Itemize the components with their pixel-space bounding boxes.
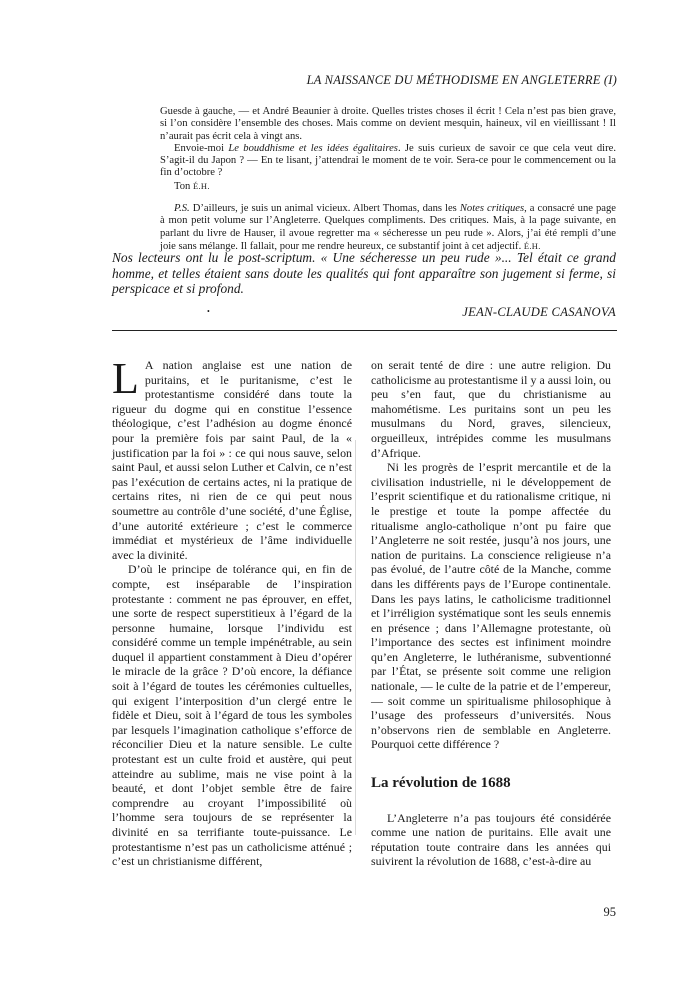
running-head: LA NAISSANCE DU MÉTHODISME EN ANGLETERRE (I) xyxy=(306,73,617,87)
section-rule xyxy=(112,330,617,331)
bullet-mark: • xyxy=(207,307,210,316)
article-text: A nation anglaise est une nation de puritains, et le puritanisme, c’est le protestantisme considéré dans toute la rigueur du dogme qui en constitue l’essence théologique, c’est l’adhésion au dogme énoncé pour la première fois par saint Paul, de la « justification par la foi » : ce qui nous sauve, selon saint Paul, et aussi selon Luther et Calvin, ce n’est pas l’exécution de certains actes, ni la pratique de certains rites, ni rien de ce qui peut nous soumettre au contrôle d’une société, d’une Église, d’une autorité extérieure ; c’est le commerce immédiat et mystérieux de l’âme individuelle avec la divinité. xyxy=(112,358,352,562)
postscript-text: D’ailleurs, je suis un animal vicieux. Albert Thomas, dans les xyxy=(189,203,460,215)
signoff-text: Ton xyxy=(174,180,191,192)
article-paragraph xyxy=(112,354,352,562)
letter-text: Envoie-moi xyxy=(174,142,229,154)
postscript-initials: É.H. xyxy=(523,240,541,251)
article-paragraph: L’Angleterre n’a pas toujours été considérée comme une nation de puritains. Elle avait une réputation toute contraire dans les années qui suivirent la révolution de 1688, c’est-à-dire au xyxy=(371,810,611,869)
letter-paragraph: Guesde à gauche, — et André Beaunier à droite. Quelles tristes choses il écrit ! Cela n’est pas bien grave, si l’on considère l’ensemble des choses. Mais comme on devient mesquin, haineux, vil en vieillissant ! Il n’aurait pas écrit cela à vingt ans. xyxy=(160,106,616,142)
article-paragraph: D’où le principe de tolérance qui, en fin de compte, est inséparable de l’inspiration protestante : comment ne pas éprouver, en effet, une sorte de respect superstitieux à l’égard de la personne humaine, lorsque l’individu est considéré comme un temple impénétrable, au sein duquel il appartient constamment à Dieu d’opérer le miracle de la grâce ? D’où encore, la défiance soit à l’égard de toutes les cérémonies cultuelles, qui exigent l’interposition d’un clergé entre le fidèle et Dieu, soit à l’égard de tous les symboles par lesquels l’imagination catholique s’efforce de réconcilier Dieu et la nature sensible. Le culte protestant est un culte froid et austère, qui peut atteindre au sublime, mais ne vise point à la beauté, et dont l’objet semble être de faire comprendre au croyant l’impossibilité où l’homme sera toujours de se représenter la divinité en sa terrifiante toute-puissance. Le protestantisme n’est pas un catholicisme atténué ; c’est un christianisme différent, xyxy=(112,562,352,869)
article-paragraph: Ni les progrès de l’esprit mercantile et de la civilisation industrielle, ni le développement de l’esprit scientifique et du rationalisme critique, ni le prestige et toute la pompe affectée du ritualisme anglo-catholique n’ont pu faire que l’Angleterre ne soit restée, jusqu’à nos jours, une nation de puritains. La conscience religieuse n’a pas évolué, de l’autre côté de la Manche, comme dans les différents pays de l’Europe continentale. Dans les pays latins, le catholicisme traditionnel et l’irréligion systématique sont les seuls ennemis en présence ; dans l’Allemagne protestante, où l’importance des sectes est infiniment moindre qu’en Angleterre, le luthéranisme, subventionné par l’État, se présente soit comme une religion nationale, — le culte de la patrie et de l’empereur, — soit comme un spiritualisme philosophique à l’usage des professeurs d’universités. Nous n’observons rien de semblable en Angleterre. Pourquoi cette différence ? xyxy=(371,460,611,752)
article-paragraph: on serait tenté de dire : une autre religion. Du catholicisme au protestantisme il y a aussi loin, ou peu s’en faut, que du christianisme au mahométisme. Les puritains sont un peu les musulmans du Nord, graves, silencieux, orgueilleux, intrépides comme les musulmans d’Afrique. xyxy=(371,358,611,460)
editor-note-text: Nos lecteurs ont lu le post-scriptum. « Une sécheresse un peu rude »... Tel était ce grand homme, et telles étaient sans doute les qualités qui font apparaître son jugement si ferme, si perspicace et si profond. xyxy=(112,250,616,297)
drop-cap: L xyxy=(112,354,139,403)
article-column-left xyxy=(112,354,352,869)
column-divider xyxy=(355,440,356,835)
editor-note xyxy=(112,250,616,297)
signoff-initials: É.H. xyxy=(192,180,210,191)
letter-signoff xyxy=(160,180,616,193)
letter-text: . Je suis curieux de savoir ce que cela veut dire. S’agit-il du Japon ? — En te lisant, j’attendrai le moment de te voir. Sera-ce pour le commencement ou la fin d’octobre ? xyxy=(160,142,616,179)
postscript-label: P.S. xyxy=(174,203,190,215)
section-heading: La révolution de 1688 xyxy=(371,775,511,792)
postscript xyxy=(160,203,616,253)
letter-paragraph xyxy=(160,143,616,180)
article-column-right xyxy=(371,358,611,869)
page-number: 95 xyxy=(603,905,616,919)
author-signature: JEAN-CLAUDE CASANOVA xyxy=(462,305,616,319)
postscript-text: , a consacré une page à mon petit volume sur l’Angleterre. Quelques compliments. Des critiques. Mais, à la page suivante, en parlant du livre de Hauser, il avoue regretter ma « sécheresse un peu rude ». Alors, j’ai été rempli d’une joie sans mélange. Il fallait, pour me rendre heureux, ce substantif joint à cet adjectif. xyxy=(160,203,616,252)
book-title: Le bouddhisme et les idées égalitaires xyxy=(228,142,398,154)
letter-excerpt xyxy=(160,106,616,253)
journal-title: Notes critiques xyxy=(459,203,525,215)
